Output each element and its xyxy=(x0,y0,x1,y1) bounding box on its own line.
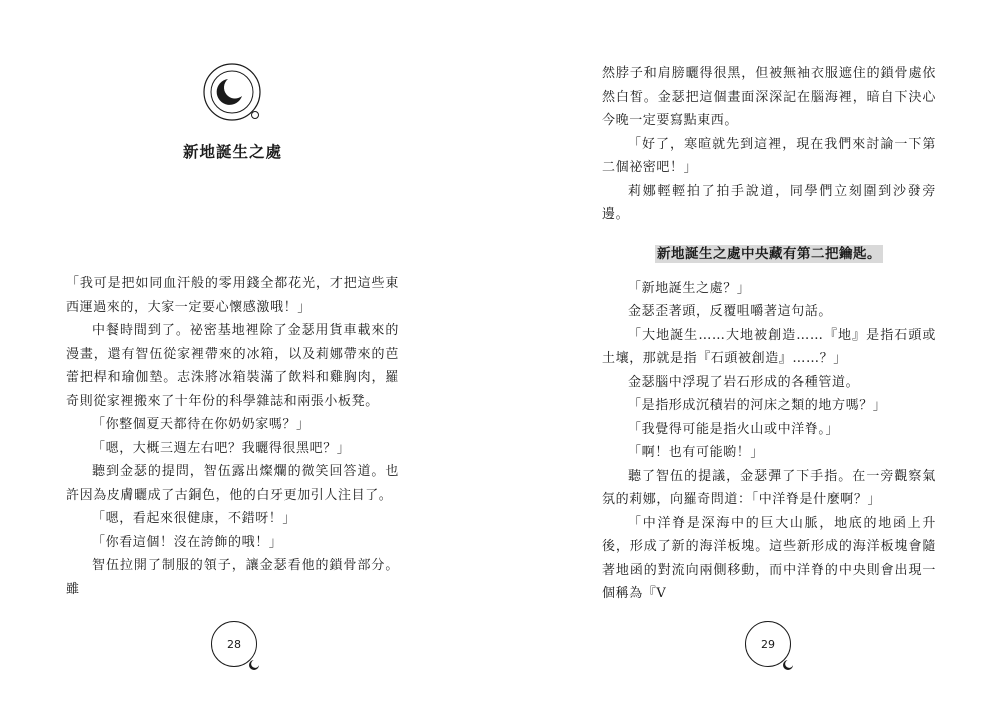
left-body-text xyxy=(66,272,399,601)
paragraph: 然脖子和肩膀曬得很黑，但被無袖衣服遮住的鎖骨處依然白皙。金瑟把這個畫面深深記在腦海裡，暗自下決心今晚一定要寫點東西。 xyxy=(602,66,936,128)
paragraph: 「我可是把如同血汗般的零用錢全都花光，才把這些東西運過來的，大家一定要心懷感激哦！」 xyxy=(66,276,399,315)
chapter-title: 新地誕生之處 xyxy=(182,143,282,161)
page-number: 28 xyxy=(227,637,241,651)
page-number: 29 xyxy=(761,637,775,651)
paragraph: 「啊！也有可能喲！」 xyxy=(628,445,765,460)
paragraph: 「嗯，看起來很健康，不錯呀！」 xyxy=(92,511,297,526)
paragraph: 智伍拉開了制服的領子，讓金瑟看他的鎖骨部分。雖 xyxy=(66,558,399,597)
paragraph: 莉娜輕輕拍了拍手說道，同學們立刻圍到沙發旁邊。 xyxy=(602,183,936,222)
right-body-text xyxy=(602,62,936,606)
paragraph: 聽了智伍的提議，金瑟彈了下手指。在一旁觀察氣氛的莉娜，向羅奇問道：「中洋脊是什麼啊？」 xyxy=(602,468,936,507)
paragraph: 「你看這個！沒在誇飾的哦！」 xyxy=(92,534,283,550)
paragraph: 「好了，寒暄就先到這裡，現在我們來討論一下第二個祕密吧！」 xyxy=(602,136,936,175)
section-heading xyxy=(602,242,936,262)
moon-orbit-icon xyxy=(198,62,270,124)
paragraph: 「你整個夏天都待在你奶奶家嗎？」 xyxy=(92,417,310,432)
paragraph: 中餐時間到了。祕密基地裡除了金瑟用貨車載來的漫畫，還有智伍從家裡帶來的冰箱，以及莉娜帶來的芭蕾把桿和瑜伽墊。志洙將冰箱裝滿了飲料和雞胸肉，羅奇則從家裡搬來了十年份的科學雜誌和兩張小板凳。 xyxy=(66,323,399,409)
page-number-badge xyxy=(745,621,791,667)
paragraph: 「新地誕生之處？」 xyxy=(628,280,751,296)
paragraph: 「我覺得可能是指火山或中洋脊。」 xyxy=(628,421,840,437)
paragraph: 「中洋脊是深海中的巨大山脈，地底的地函上升後，形成了新的海洋板塊。這些新形成的海洋板塊會隨著地函的對流向兩側移動，而中洋脊的中央則會出現一個稱為『V xyxy=(602,515,936,601)
paragraph: 金瑟歪著頭，反覆咀嚼著這句話。 xyxy=(628,304,833,319)
page-number-badge xyxy=(211,621,257,667)
paragraph: 聽到金瑟的提問，智伍露出燦爛的微笑回答道。也許因為皮膚曬成了古銅色，他的白牙更加引人注目了。 xyxy=(66,464,399,503)
paragraph: 金瑟腦中浮現了岩石形成的各種管道。 xyxy=(628,374,860,390)
right-page xyxy=(500,0,1000,709)
section-heading-text: 新地誕生之處中央藏有第二把鑰匙。 xyxy=(657,245,881,262)
crescent-moon-icon xyxy=(783,660,793,670)
paragraph: 「嗯，大概三週左右吧？我曬得很黑吧？」 xyxy=(92,440,351,456)
crescent-moon-icon xyxy=(249,660,259,670)
paragraph: 「是指形成沉積岩的河床之類的地方嗎？」 xyxy=(628,398,887,413)
paragraph: 「大地誕生……大地被創造……『地』是指石頭或土壤，那就是指『石頭被創造』……？」 xyxy=(602,327,936,366)
